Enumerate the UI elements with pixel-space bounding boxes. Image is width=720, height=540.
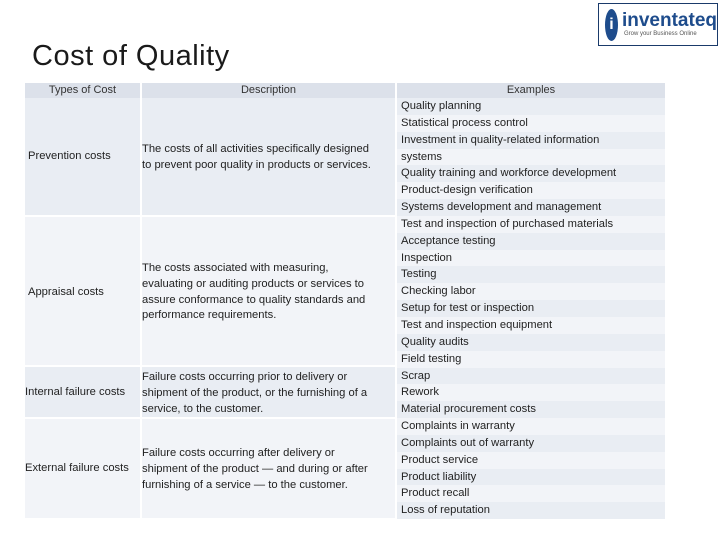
desc-appraisal-line-4: performance requirements.: [142, 309, 277, 321]
example-item: Product liability: [397, 469, 665, 486]
header-types-of-cost: Types of Cost: [25, 83, 140, 98]
example-item: Test and inspection equipment: [397, 317, 665, 334]
desc-internal-line-1: Failure costs occurring prior to delivery or: [142, 371, 348, 383]
example-item: Material procurement costs: [397, 401, 665, 418]
type-external-failure: External failure costs: [25, 462, 129, 474]
header-description: Description: [142, 83, 395, 98]
example-item: Investment in quality-related information: [397, 132, 665, 149]
example-item: Statistical process control: [397, 115, 665, 132]
example-item: Product-design verification: [397, 182, 665, 199]
example-item: Testing: [397, 266, 665, 283]
company-logo: [598, 3, 718, 46]
example-item: Rework: [397, 384, 665, 401]
desc-external-line-2: shipment of the product — and during or after: [142, 463, 368, 475]
desc-internal-line-3: service, to the customer.: [142, 403, 264, 415]
type-prevention: Prevention costs: [28, 150, 111, 162]
example-item: Field testing: [397, 351, 665, 368]
header-examples: Examples: [397, 83, 665, 98]
desc-internal-line-2: shipment of the product, or the furnishing of a: [142, 387, 368, 399]
logo-tagline: Grow your Business Online: [623, 31, 697, 37]
desc-appraisal-line-3: assure conformance to quality standards and: [142, 294, 366, 306]
example-item: Inspection: [397, 250, 665, 267]
example-item: Quality planning: [397, 98, 665, 115]
example-item: Test and inspection of purchased materials: [397, 216, 665, 233]
example-item: Complaints out of warranty: [397, 435, 665, 452]
example-item: Complaints in warranty: [397, 418, 665, 435]
example-item: Scrap: [397, 368, 665, 385]
example-item: Quality training and workforce development: [397, 165, 665, 182]
example-item: Setup for test or inspection: [397, 300, 665, 317]
example-item: Checking labor: [397, 283, 665, 300]
example-item: Systems development and management: [397, 199, 665, 216]
desc-appraisal-line-1: The costs associated with measuring,: [142, 262, 329, 274]
desc-external-line-1: Failure costs occurring after delivery or: [142, 447, 335, 459]
example-item: Quality audits: [397, 334, 665, 351]
example-item: systems: [397, 149, 665, 166]
logo-text-block: [622, 11, 717, 38]
type-internal-failure: Internal failure costs: [25, 386, 126, 398]
example-item: Loss of reputation: [397, 502, 665, 519]
desc-appraisal-line-2: evaluating or auditing products or services to: [142, 278, 365, 290]
slide-title: Cost of Quality: [32, 40, 230, 72]
logo-icon: i: [605, 9, 618, 41]
example-item: Product service: [397, 452, 665, 469]
desc-prevention-line-2: to prevent poor quality in products or services.: [142, 159, 371, 171]
desc-external-line-3: furnishing of a service — to the customer.: [142, 479, 348, 491]
desc-prevention-line-1: The costs of all activities specifically designed: [142, 143, 369, 155]
logo-name: inventateq: [621, 10, 717, 31]
examples-list: [397, 98, 665, 519]
example-item: Product recall: [397, 485, 665, 502]
example-item: Acceptance testing: [397, 233, 665, 250]
type-appraisal: Appraisal costs: [28, 286, 104, 298]
